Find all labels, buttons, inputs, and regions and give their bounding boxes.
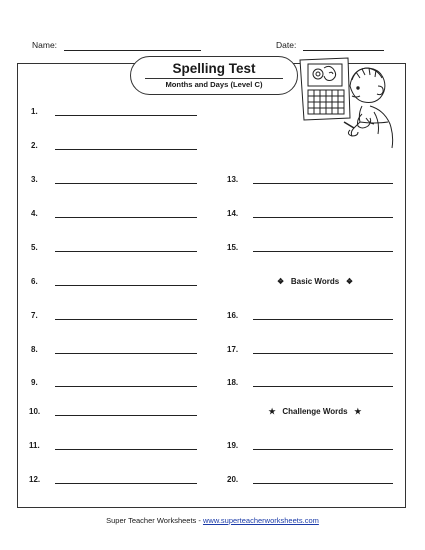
item-number: 9. [31,378,38,387]
footer [0,516,425,525]
item-number: 16. [227,311,239,320]
page-subtitle: Months and Days (Level C) [165,80,263,89]
item-number: 10. [29,407,41,416]
item-number: 12. [29,475,41,484]
answer-line[interactable] [55,149,197,150]
answer-line[interactable] [55,285,197,286]
answer-line[interactable] [253,386,393,387]
footer-brand: Super Teacher Worksheets [106,516,197,525]
item-number: 1. [31,107,38,116]
title-box [130,56,298,95]
item-number: 5. [31,243,38,252]
answer-line[interactable] [55,217,197,218]
answer-line[interactable] [55,115,197,116]
answer-line[interactable] [55,183,197,184]
diamond-dots-icon: ❖ [277,277,285,286]
answer-line[interactable] [253,449,393,450]
star-icon: ★ [268,407,276,416]
answer-line[interactable] [253,217,393,218]
date-label: Date: [276,40,297,50]
item-number: 15. [227,243,239,252]
date-field[interactable] [303,50,384,51]
basic-words-heading [226,277,404,286]
answer-line[interactable] [55,319,197,320]
item-number: 19. [227,441,239,450]
item-number: 4. [31,209,38,218]
answer-line[interactable] [55,449,197,450]
item-number: 20. [227,475,239,484]
item-number: 8. [31,345,38,354]
footer-link[interactable]: www.superteacherworksheets.com [202,516,319,525]
name-label: Name: [32,40,58,50]
item-number: 18. [227,378,239,387]
item-number: 3. [31,175,38,184]
title-divider [145,78,283,79]
star-icon: ★ [354,407,362,416]
item-number: 2. [31,141,38,150]
answer-line[interactable] [55,353,197,354]
answer-line[interactable] [253,319,393,320]
footer-separator: - [196,516,203,525]
item-number: 7. [31,311,38,320]
answer-line[interactable] [253,353,393,354]
answer-line[interactable] [253,483,393,484]
item-number: 14. [227,209,239,218]
item-number: 11. [29,441,40,450]
answer-line[interactable] [55,483,197,484]
challenge-words-heading [226,407,404,416]
item-number: 13. [227,175,239,184]
item-number: 6. [31,277,38,286]
page-title: Spelling Test [172,61,256,76]
name-field[interactable] [64,50,201,51]
basic-words-label: Basic Words [290,277,340,286]
answer-line[interactable] [55,251,197,252]
challenge-words-label: Challenge Words [282,407,348,416]
answer-line[interactable] [253,183,393,184]
answer-line[interactable] [55,415,197,416]
item-number: 17. [227,345,239,354]
diamond-dots-icon: ❖ [345,277,353,286]
answer-line[interactable] [253,251,393,252]
answer-line[interactable] [55,386,197,387]
child-calendar-illustration [296,56,402,151]
